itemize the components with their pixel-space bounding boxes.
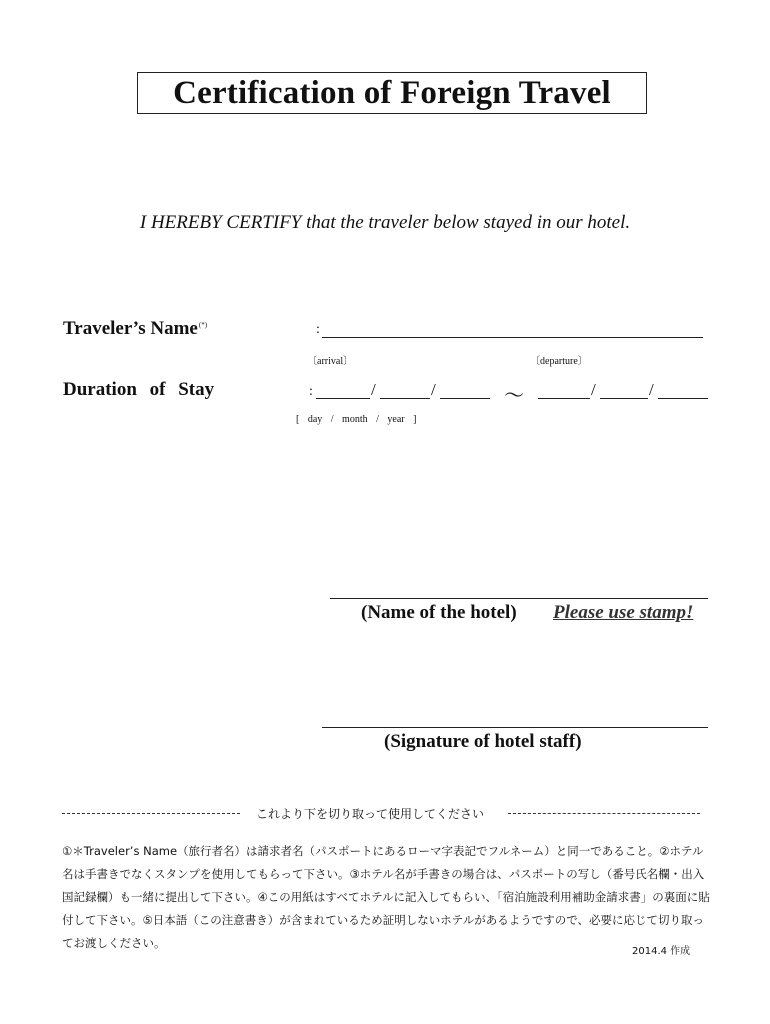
hotel-name-field-line[interactable] xyxy=(330,598,708,599)
traveler-name-colon: : xyxy=(316,322,320,337)
cut-instruction: これより下を切り取って使用してください xyxy=(256,807,485,821)
signature-field-line[interactable] xyxy=(322,727,708,728)
notes-paragraph: ①＊Traveler’s Name（旅行者名）は請求者名（パスポートにあるローマ字表記でフルネーム）と同一であること。②ホテル名は手書きでなくスタンプを使用してもらって下さい。③ホテル名が手書きの場合は、パスポートの写し（番号氏名欄・出入国記録欄）も一緒に提出して下さい。④この用紙はすべてホテルに記入してもらい、「宿泊施設利用補助金請求書」の裏面に貼付して下さい。⑤日本語（この注意書き）が含まれているため証明しないホテルがあるようですので、必要に応じて切り取ってお渡しください。 xyxy=(62,844,710,950)
certify-statement: I HEREBY CERTIFY that the traveler below stayed in our hotel. xyxy=(139,212,631,233)
arrival-label: 〔arrival〕 xyxy=(307,356,354,367)
page-title: Certification of Foreign Travel xyxy=(173,74,611,111)
cut-line-right xyxy=(508,813,700,814)
date-format-hint: [ day / month / year ] xyxy=(296,414,417,425)
arrival-month-field[interactable] xyxy=(380,398,430,399)
traveler-name-label-text: Traveler’s Name xyxy=(63,318,198,339)
duration-colon: : xyxy=(309,384,313,399)
departure-slash-2: / xyxy=(649,380,654,399)
arrival-day-field[interactable] xyxy=(316,398,370,399)
cut-line-left xyxy=(62,813,240,814)
departure-month-field[interactable] xyxy=(600,398,648,399)
stamp-note: Please use stamp! xyxy=(553,602,694,623)
tilde-separator: 〜 xyxy=(504,383,524,407)
traveler-name-field-line[interactable] xyxy=(322,337,703,338)
arrival-slash-1: / xyxy=(371,380,376,399)
arrival-slash-2: / xyxy=(431,380,436,399)
traveler-name-label xyxy=(63,318,207,340)
departure-label: 〔departure〕 xyxy=(530,356,588,367)
duration-of-stay-label: Duration of Stay xyxy=(63,379,215,400)
traveler-name-mark: (*) xyxy=(198,320,208,329)
hotel-name-label: (Name of the hotel) xyxy=(361,602,517,623)
departure-slash-1: / xyxy=(591,380,596,399)
departure-day-field[interactable] xyxy=(538,398,590,399)
arrival-year-field[interactable] xyxy=(440,398,490,399)
title-box xyxy=(137,72,647,114)
created-date: 2014.4 作成 xyxy=(632,946,691,957)
signature-label: (Signature of hotel staff) xyxy=(384,731,582,752)
departure-year-field[interactable] xyxy=(658,398,708,399)
